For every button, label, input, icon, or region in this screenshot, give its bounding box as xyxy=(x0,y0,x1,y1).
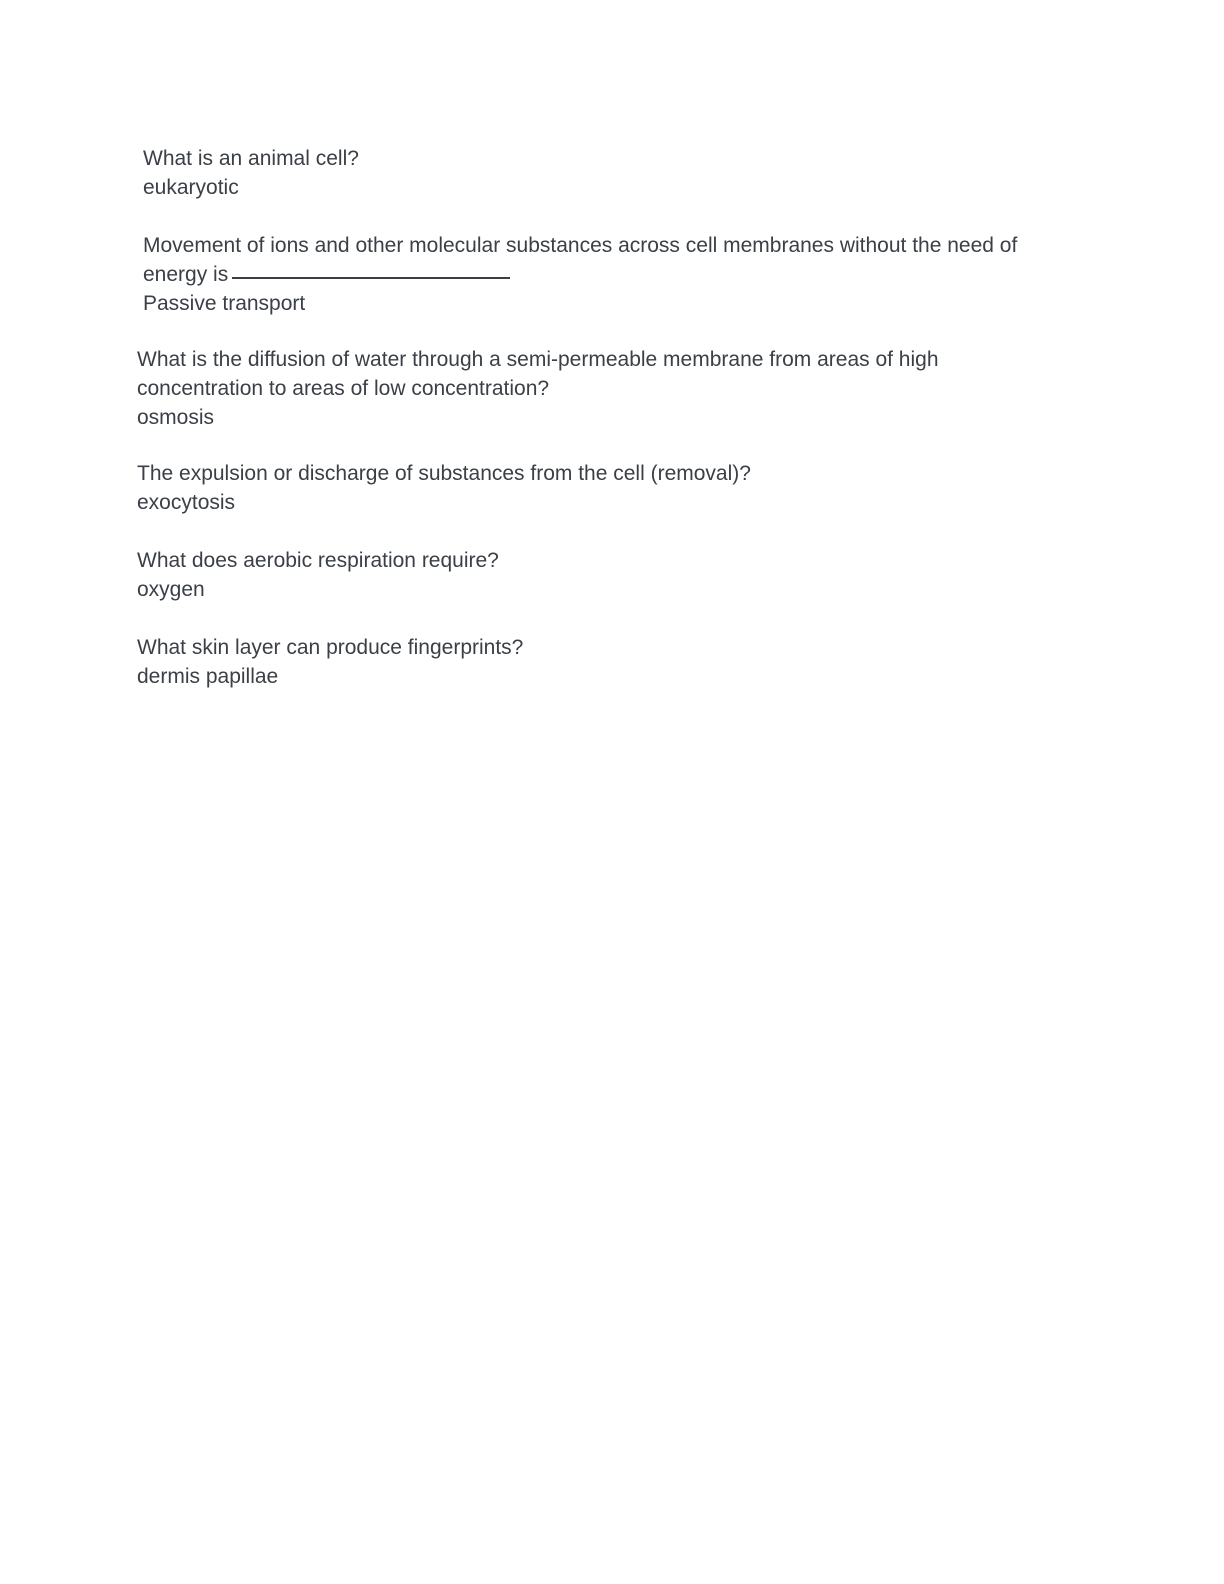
question-text: The expulsion or discharge of substances from the cell (removal)? xyxy=(137,462,751,485)
question-block xyxy=(137,459,751,517)
question-block xyxy=(137,633,523,691)
question-block xyxy=(137,345,939,432)
question-text: What skin layer can produce fingerprints? xyxy=(137,636,524,659)
answer-text: Passive transport xyxy=(143,292,306,315)
question-block xyxy=(143,144,359,202)
question-text-line-2 xyxy=(143,260,1017,289)
answer-text: eukaryotic xyxy=(143,176,239,199)
question-text: Movement of ions and other molecular substances across cell membranes without the need of xyxy=(143,234,1018,257)
question-text: What does aerobic respiration require? xyxy=(137,549,499,572)
answer-text: dermis papillae xyxy=(137,665,279,688)
answer-text: oxygen xyxy=(137,578,205,601)
question-text: What is an animal cell? xyxy=(143,147,359,170)
question-text: What is the diffusion of water through a semi-permeable membrane from areas of high xyxy=(137,348,939,371)
answer-text: osmosis xyxy=(137,406,215,429)
question-text: concentration to areas of low concentration? xyxy=(137,377,550,400)
question-text: energy is xyxy=(143,263,229,286)
question-block xyxy=(137,546,499,604)
answer-text: exocytosis xyxy=(137,491,236,514)
question-block xyxy=(143,231,1017,318)
fill-in-blank-line xyxy=(232,277,510,279)
